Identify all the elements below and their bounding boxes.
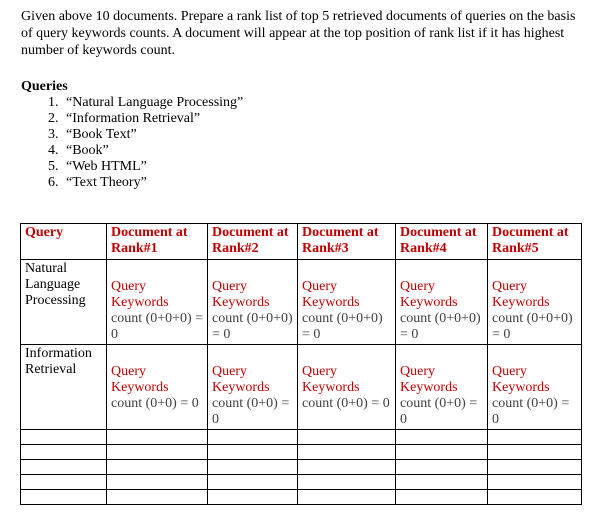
queries-list xyxy=(21,95,581,191)
empty-cell xyxy=(298,430,396,445)
cell-count: count (0+0) = 0 xyxy=(212,396,290,427)
cell-count: count (0+0+0) = 0 xyxy=(492,311,573,342)
table-header-row xyxy=(21,224,582,260)
cell-keywords-label: Query Keywords xyxy=(111,364,169,395)
query-item: 6. “Text Theory” xyxy=(62,175,581,191)
query-cell xyxy=(21,345,107,430)
header-rank-2: Document at Rank#2 xyxy=(208,224,298,260)
cell-count: count (0+0) = 0 xyxy=(400,396,478,427)
rank-table xyxy=(20,223,582,505)
empty-row xyxy=(21,445,582,460)
cell-count: count (0+0+0) = 0 xyxy=(111,311,204,342)
empty-cell xyxy=(488,460,582,475)
empty-cell xyxy=(488,430,582,445)
empty-cell xyxy=(396,490,488,505)
empty-cell xyxy=(396,445,488,460)
rank-cell xyxy=(396,260,488,345)
header-rank-4: Document at Rank#4 xyxy=(396,224,488,260)
rank-cell xyxy=(208,260,298,345)
empty-cell xyxy=(396,475,488,490)
document-body xyxy=(21,8,581,191)
empty-cell xyxy=(488,490,582,505)
empty-cell xyxy=(208,445,298,460)
empty-cell xyxy=(488,475,582,490)
cell-keywords-label: Query Keywords xyxy=(111,279,169,310)
empty-cell xyxy=(298,490,396,505)
table-row xyxy=(21,345,582,430)
empty-cell xyxy=(488,445,582,460)
empty-cell xyxy=(208,430,298,445)
cell-count: count (0+0+0) = 0 xyxy=(400,311,481,342)
empty-cell xyxy=(396,460,488,475)
header-rank-3: Document at Rank#3 xyxy=(298,224,396,260)
empty-cell xyxy=(298,460,396,475)
empty-cell xyxy=(298,475,396,490)
cell-keywords-label: Query Keywords xyxy=(212,364,270,395)
cell-count: count (0+0) = 0 xyxy=(302,396,390,411)
query-item: 2. “Information Retrieval” xyxy=(62,111,581,127)
cell-count: count (0+0) = 0 xyxy=(111,396,199,411)
cell-keywords-label: Query Keywords xyxy=(212,279,270,310)
cell-keywords-label: Query Keywords xyxy=(302,279,360,310)
empty-cell xyxy=(21,490,107,505)
empty-cell xyxy=(107,460,208,475)
cell-keywords-label: Query Keywords xyxy=(492,279,550,310)
empty-cell xyxy=(21,475,107,490)
empty-cell xyxy=(208,490,298,505)
empty-cell xyxy=(107,490,208,505)
empty-cell xyxy=(21,445,107,460)
header-query: Query xyxy=(21,224,107,260)
query-item: 3. “Book Text” xyxy=(62,127,581,143)
empty-cell xyxy=(298,445,396,460)
empty-cell xyxy=(396,430,488,445)
empty-cell xyxy=(208,460,298,475)
header-rank-1: Document at Rank#1 xyxy=(107,224,208,260)
table-row xyxy=(21,260,582,345)
empty-row xyxy=(21,475,582,490)
empty-row xyxy=(21,430,582,445)
header-rank-5: Document at Rank#5 xyxy=(488,224,582,260)
rank-cell xyxy=(208,345,298,430)
query-label: Information Retrieval xyxy=(25,346,92,377)
rank-cell xyxy=(107,260,208,345)
rank-cell xyxy=(298,345,396,430)
rank-cell xyxy=(488,345,582,430)
cell-count: count (0+0+0) = 0 xyxy=(302,311,383,342)
query-cell xyxy=(21,260,107,345)
cell-count: count (0+0) = 0 xyxy=(492,396,570,427)
instructions-paragraph: Given above 10 documents. Prepare a rank list of top 5 retrieved documents of queries on the basis of query keywords counts. A document will appear at the top position of rank list if it has highest number of keywords count. xyxy=(21,9,576,58)
empty-row xyxy=(21,460,582,475)
rank-cell xyxy=(488,260,582,345)
empty-cell xyxy=(107,445,208,460)
rank-cell xyxy=(396,345,488,430)
rank-cell xyxy=(107,345,208,430)
query-label: Natural Language Processing xyxy=(25,261,86,308)
empty-cell xyxy=(107,475,208,490)
rank-cell xyxy=(298,260,396,345)
empty-row xyxy=(21,490,582,505)
query-item: 4. “Book” xyxy=(62,143,581,159)
query-item: 1. “Natural Language Processing” xyxy=(62,95,581,111)
empty-cell xyxy=(21,430,107,445)
cell-keywords-label: Query Keywords xyxy=(400,364,458,395)
empty-cell xyxy=(107,430,208,445)
empty-cell xyxy=(21,460,107,475)
cell-keywords-label: Query Keywords xyxy=(492,364,550,395)
cell-count: count (0+0+0) = 0 xyxy=(212,311,293,342)
query-item: 5. “Web HTML” xyxy=(62,159,581,175)
queries-heading: Queries xyxy=(21,79,68,94)
empty-cell xyxy=(208,475,298,490)
rank-table-wrapper xyxy=(20,223,582,505)
cell-keywords-label: Query Keywords xyxy=(400,279,458,310)
cell-keywords-label: Query Keywords xyxy=(302,364,360,395)
